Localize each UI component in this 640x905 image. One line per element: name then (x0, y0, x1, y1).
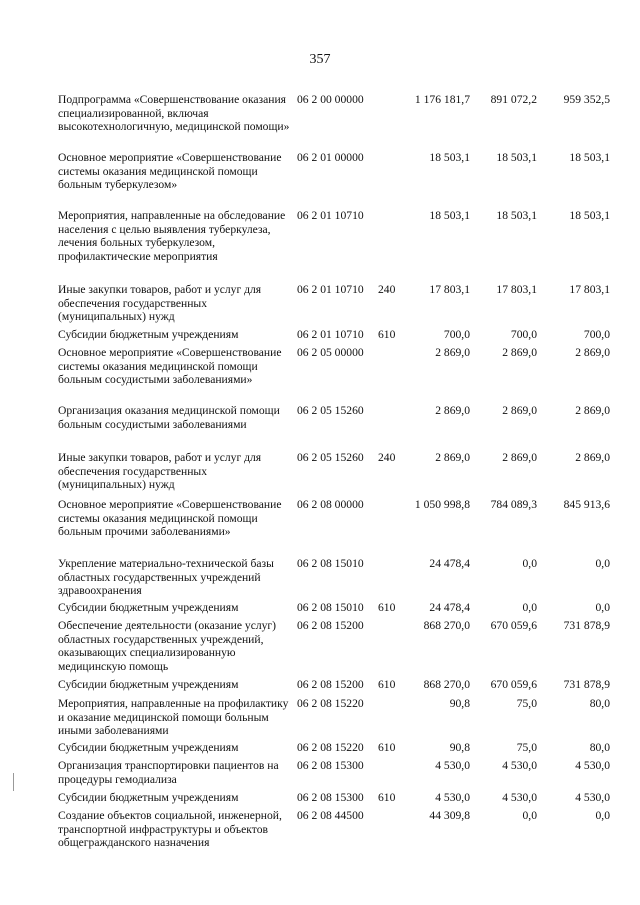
row-code: 06 2 01 10710 (297, 328, 364, 341)
row-name: Организация транспортировки пациентов на процедуры гемодиализа (58, 759, 279, 786)
row-value-2: 670 059,6 (490, 678, 537, 691)
row-value-2: 2 869,0 (502, 451, 537, 464)
row-value-2: 75,0 (516, 741, 537, 754)
row-value-3: 4 530,0 (575, 759, 610, 772)
row-value-1: 2 869,0 (435, 346, 470, 359)
row-value-1: 4 530,0 (435, 759, 470, 772)
row-value-2: 784 089,3 (490, 498, 537, 511)
row-value-3: 700,0 (583, 328, 610, 341)
row-value-1: 90,8 (449, 741, 470, 754)
margin-scan-mark (13, 773, 14, 791)
row-code: 06 2 05 15260 (297, 451, 364, 464)
row-code: 06 2 08 15300 (297, 759, 364, 772)
row-value-3: 0,0 (595, 601, 610, 614)
row-name: Субсидии бюджетным учреждениям (58, 791, 239, 804)
row-expense-type: 240 (378, 451, 396, 464)
row-value-1: 17 803,1 (429, 283, 470, 296)
row-code: 06 2 08 15200 (297, 678, 364, 691)
row-value-3: 80,0 (589, 697, 610, 710)
page-number: 357 (309, 52, 331, 67)
row-value-1: 24 478,4 (429, 601, 470, 614)
row-value-2: 2 869,0 (502, 404, 537, 417)
row-value-1: 18 503,1 (429, 209, 470, 222)
row-code: 06 2 05 00000 (297, 346, 364, 359)
row-value-1: 4 530,0 (435, 791, 470, 804)
row-value-1: 18 503,1 (429, 151, 470, 164)
row-value-1: 44 309,8 (429, 809, 470, 822)
row-value-1: 24 478,4 (429, 557, 470, 570)
row-code: 06 2 08 15200 (297, 619, 364, 632)
row-name: Мероприятия, направленные на профилактику и оказание медицинской помощи больным иными заболеваниями (58, 697, 289, 738)
row-value-2: 700,0 (510, 328, 537, 341)
row-code: 06 2 08 00000 (297, 498, 364, 511)
row-name: Укрепление материально-технической базы областных государственных учреждений здравоохранения (58, 557, 274, 598)
row-value-2: 75,0 (516, 697, 537, 710)
row-name: Подпрограмма «Совершенствование оказания специализированной, включая высокотехнологичную, медицинской помощи» (58, 93, 290, 134)
row-value-1: 1 050 998,8 (414, 498, 470, 511)
row-code: 06 2 08 15010 (297, 557, 364, 570)
row-expense-type: 610 (378, 328, 396, 341)
row-name: Создание объектов социальной, инженерной, транспортной инфраструктуры и объектов общегражданского назначения (58, 809, 282, 850)
row-value-3: 0,0 (595, 557, 610, 570)
row-value-2: 4 530,0 (502, 791, 537, 804)
row-code: 06 2 08 15010 (297, 601, 364, 614)
row-value-2: 2 869,0 (502, 346, 537, 359)
row-code: 06 2 05 15260 (297, 404, 364, 417)
row-value-3: 731 878,9 (563, 619, 610, 632)
row-value-3: 80,0 (589, 741, 610, 754)
row-name: Мероприятия, направленные на обследование населения с целью выявления туберкулеза, лечения больных туберкулезом, профилактические мероприятия (58, 209, 286, 263)
row-name: Субсидии бюджетным учреждениям (58, 678, 239, 691)
row-name: Организация оказания медицинской помощи больным сосудистыми заболеваниями (58, 404, 280, 431)
row-code: 06 2 08 15220 (297, 697, 364, 710)
row-value-2: 17 803,1 (496, 283, 537, 296)
row-value-1: 2 869,0 (435, 451, 470, 464)
row-name: Иные закупки товаров, работ и услуг для обеспечения государственных (муниципальных) нужд (58, 283, 262, 324)
row-value-3: 17 803,1 (569, 283, 610, 296)
row-value-3: 4 530,0 (575, 791, 610, 804)
row-value-3: 2 869,0 (575, 451, 610, 464)
row-expense-type: 610 (378, 791, 396, 804)
row-value-3: 959 352,5 (563, 93, 610, 106)
row-code: 06 2 08 15220 (297, 741, 364, 754)
row-name: Субсидии бюджетным учреждениям (58, 328, 239, 341)
row-value-2: 891 072,2 (490, 93, 537, 106)
row-value-2: 670 059,6 (490, 619, 537, 632)
row-expense-type: 240 (378, 283, 396, 296)
row-value-3: 0,0 (595, 809, 610, 822)
row-code: 06 2 08 44500 (297, 809, 364, 822)
row-name: Основное мероприятие «Совершенствование системы оказания медицинской помощи больным туберкулезом» (58, 151, 282, 192)
row-value-2: 4 530,0 (502, 759, 537, 772)
row-expense-type: 610 (378, 741, 396, 754)
row-code: 06 2 01 10710 (297, 209, 364, 222)
row-value-1: 868 270,0 (423, 619, 470, 632)
row-value-3: 18 503,1 (569, 209, 610, 222)
row-expense-type: 610 (378, 601, 396, 614)
row-value-2: 0,0 (522, 601, 537, 614)
row-code: 06 2 01 00000 (297, 151, 364, 164)
row-value-3: 845 913,6 (563, 498, 610, 511)
row-expense-type: 610 (378, 678, 396, 691)
row-value-1: 868 270,0 (423, 678, 470, 691)
row-code: 06 2 08 15300 (297, 791, 364, 804)
row-name: Иные закупки товаров, работ и услуг для обеспечения государственных (муниципальных) нужд (58, 451, 262, 492)
row-value-2: 0,0 (522, 809, 537, 822)
row-name: Субсидии бюджетным учреждениям (58, 741, 239, 754)
row-code: 06 2 00 00000 (297, 93, 364, 106)
row-value-2: 0,0 (522, 557, 537, 570)
row-value-3: 731 878,9 (563, 678, 610, 691)
row-value-1: 1 176 181,7 (414, 93, 470, 106)
row-value-1: 700,0 (443, 328, 470, 341)
row-name: Основное мероприятие «Совершенствование системы оказания медицинской помощи больным прочими заболеваниями» (58, 498, 282, 539)
row-value-2: 18 503,1 (496, 151, 537, 164)
row-value-2: 18 503,1 (496, 209, 537, 222)
row-name: Обеспечение деятельности (оказание услуг) областных государственных учреждений, оказывающих специализированную медицинскую помощь (58, 619, 277, 673)
row-value-1: 2 869,0 (435, 404, 470, 417)
row-name: Субсидии бюджетным учреждениям (58, 601, 239, 614)
row-value-3: 2 869,0 (575, 346, 610, 359)
row-code: 06 2 01 10710 (297, 283, 364, 296)
row-value-1: 90,8 (449, 697, 470, 710)
row-value-3: 2 869,0 (575, 404, 610, 417)
row-name: Основное мероприятие «Совершенствование системы оказания медицинской помощи больным сосудистыми заболеваниями» (58, 346, 282, 387)
row-value-3: 18 503,1 (569, 151, 610, 164)
